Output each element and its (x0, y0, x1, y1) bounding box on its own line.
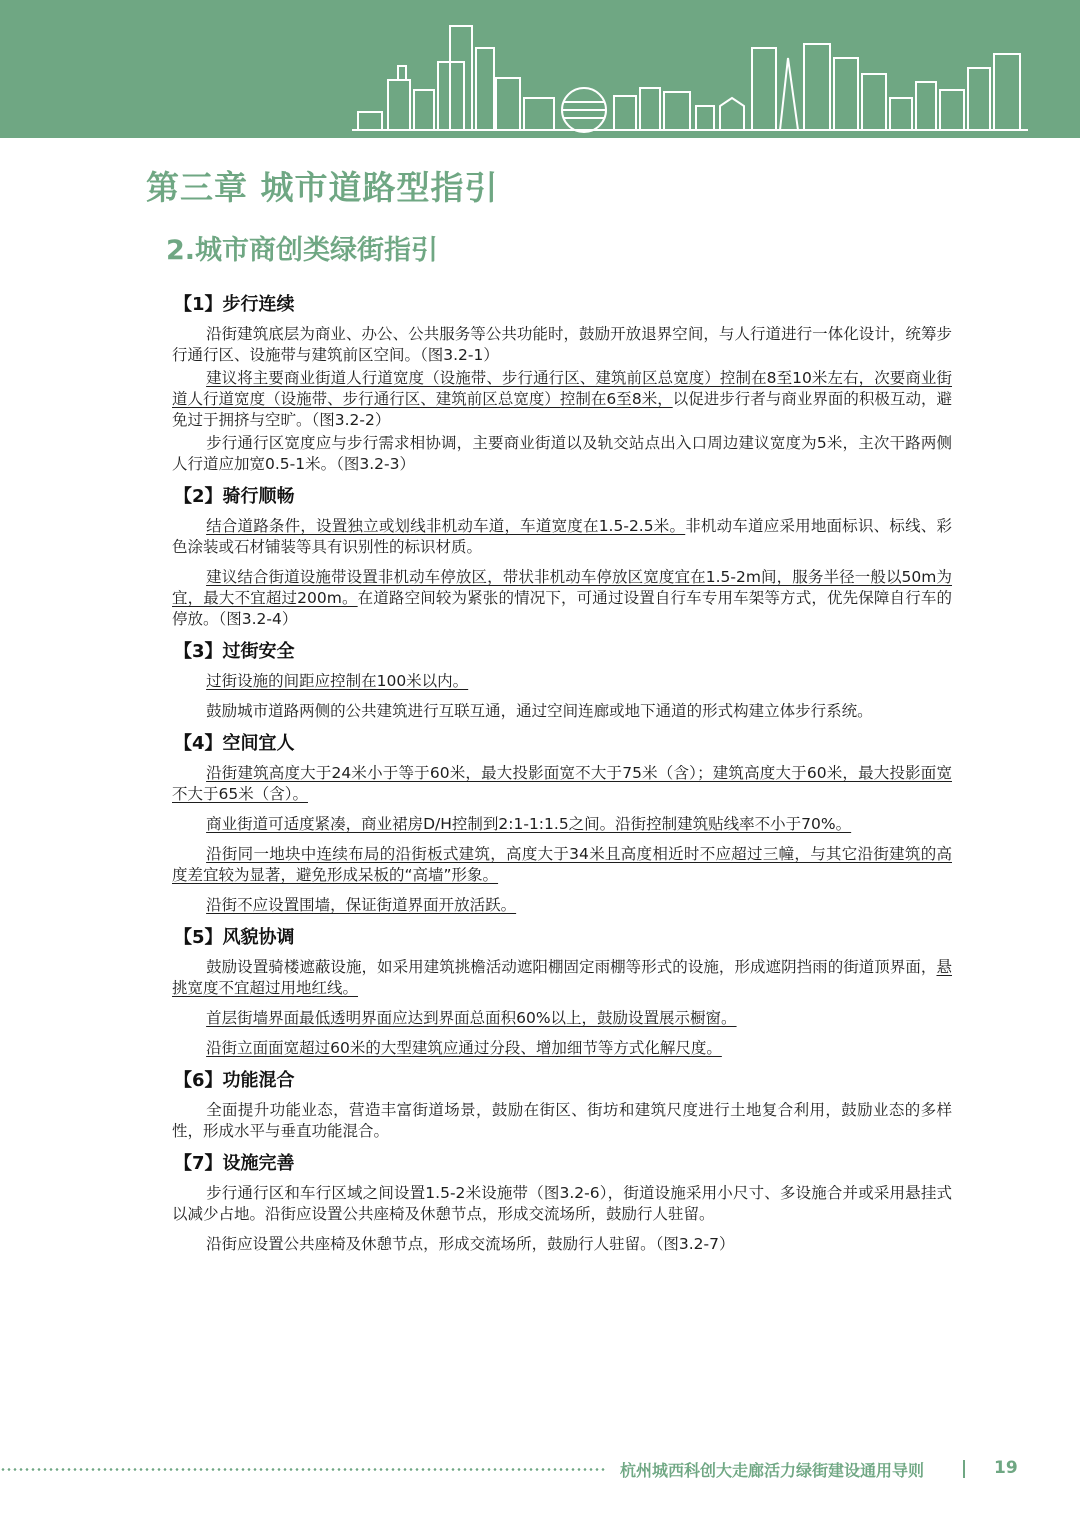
underlined-text: 建议结合街道设施带设置非机动车停放区，带状非机动车停放区宽度宜在1.5-2m间，服务半径一般以50m为宜，最大不宜超过200m。 (172, 568, 952, 607)
text-span: 以促进步行者与商业界面的积极互动，避免过于拥挤与空旷。（图3.2-2） (172, 390, 952, 429)
underlined-text: 商业街道可适度紧凑，商业裙房D/H控制到2:1-1:1.5之间。沿街控制建筑贴线率不小于70%。 (206, 815, 852, 833)
underlined-text: 首层街墙界面最低透明界面应达到界面总面积60%以上，鼓励设置展示橱窗。 (206, 1009, 737, 1027)
section-heading: 【5】风貌协调 (174, 927, 295, 948)
underlined-text: 沿街建筑高度大于24米小于等于60米，最大投影面宽不大于75米（含）；建筑高度大于60米，最大投影面宽不大于65米（含）。 (172, 764, 952, 803)
paragraph: 步行通行区和车行区域之间设置1.5-2米设施带（图3.2-6），街道设施采用小尺寸、多设施合并或采用悬挂式以减少占地。沿街应设置公共座椅及休憩节点，形成交流场所，鼓励行人驻留。 (172, 1184, 952, 1223)
underlined-text: 沿街立面面宽超过60米的大型建筑应通过分段、增加细节等方式化解尺度。 (206, 1039, 722, 1057)
paragraph (172, 1038, 952, 1059)
page-number: 19 (994, 1458, 1018, 1478)
paragraph (172, 368, 952, 431)
paragraph: 沿街建筑底层为商业、办公、公共服务等公共功能时，鼓励开放退界空间，与人行道进行一体化设计，统筹步行通行区、设施带与建筑前区空间。（图3.2-1） (172, 325, 952, 364)
text-span: 非机动车道应采用地面标识、标线、彩色涂装或石材铺装等具有识别性的标识材质。 (172, 517, 952, 556)
paragraph: 步行通行区宽度应与步行需求相协调，主要商业街道以及轨交站点出入口周边建议宽度为5米，主次干路两侧人行道应加宽0.5-1米。（图3.2-3） (172, 434, 952, 473)
paragraph (172, 671, 952, 692)
header-banner (0, 0, 1080, 138)
paragraph (172, 1008, 952, 1029)
underlined-text: 沿街不应设置围墙，保证街道界面开放活跃。 (206, 896, 517, 914)
section-heading: 【4】空间宜人 (174, 733, 295, 754)
section-title: 2.城市商创类绿街指引 (166, 235, 439, 266)
city-skyline-illustration (352, 18, 1032, 134)
paragraph (172, 895, 952, 916)
underlined-text: 沿街同一地块中连续布局的沿街板式建筑，高度大于34米且高度相近时不应超过三幢，与其它沿街建筑的高度差宜较为显著，避免形成呆板的“高墙”形象。 (172, 845, 952, 884)
footer-document-title: 杭州城西科创大走廊活力绿街建设通用导则 (620, 1461, 925, 1480)
paragraph (172, 516, 952, 558)
underlined-text: 悬挑宽度不宜超过用地红线。 (172, 958, 952, 997)
footer-divider (963, 1460, 965, 1478)
paragraph (172, 763, 952, 805)
paragraph (172, 844, 952, 886)
page-footer (0, 1456, 1080, 1486)
paragraph (172, 814, 952, 835)
section-heading: 【6】功能混合 (174, 1070, 295, 1091)
paragraph: 沿街应设置公共座椅及休憩节点，形成交流场所，鼓励行人驻留。（图3.2-7） (206, 1235, 735, 1253)
text-span: 鼓励设置骑楼遮蔽设施，如采用建筑挑檐活动遮阳棚固定雨棚等形式的设施，形成遮阴挡雨的街道顶界面， (206, 958, 937, 976)
underlined-text: 建议将主要商业街道人行道宽度（设施带、步行通行区、建筑前区总宽度）控制在8至10米左右，次要商业街道人行道宽度（设施带、步行通行区、建筑前区总宽度）控制在6至8米， (172, 369, 952, 408)
underlined-text: 结合道路条件，设置独立或划线非机动车道，车道宽度在1.5-2.5米。 (206, 517, 686, 535)
text-span: 在道路空间较为紧张的情况下，可通过设置自行车专用车架等方式，优先保障自行车的停放。（图3.2-4） (172, 589, 952, 628)
paragraph (172, 957, 952, 999)
paragraph: 鼓励城市道路两侧的公共建筑进行互联互通，通过空间连廊或地下通道的形式构建立体步行系统。 (206, 702, 873, 720)
guideline-content (172, 286, 952, 1264)
chapter-title: 第三章 城市道路型指引 (146, 168, 499, 207)
section-heading: 【3】过街安全 (174, 641, 295, 662)
section-heading: 【2】骑行顺畅 (174, 486, 295, 507)
paragraph: 全面提升功能业态，营造丰富街道场景，鼓励在街区、街坊和建筑尺度进行土地复合利用，鼓励业态的多样性，形成水平与垂直功能混合。 (172, 1101, 952, 1140)
dotted-rule (0, 1468, 606, 1471)
paragraph (172, 567, 952, 630)
section-heading: 【7】设施完善 (174, 1153, 295, 1174)
underlined-text: 过街设施的间距应控制在100米以内。 (206, 672, 469, 690)
section-heading: 【1】步行连续 (174, 294, 295, 315)
